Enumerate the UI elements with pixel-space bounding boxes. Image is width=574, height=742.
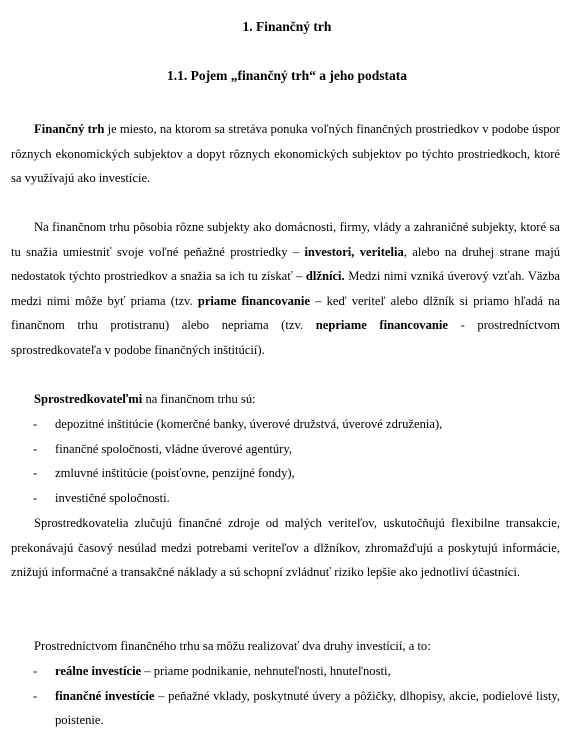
list-item <box>11 659 560 684</box>
term-realne-investicie: reálne investície <box>55 664 142 678</box>
list-dash: - <box>33 441 38 456</box>
list-item <box>11 437 560 462</box>
intermediaries-lead <box>34 387 256 412</box>
term-sprostredkovatelia: Sprostredkovateľmi <box>34 392 143 406</box>
list-item <box>11 486 560 511</box>
lead-text: na finančnom trhu sú: <box>142 392 256 406</box>
paragraph-text: - prostredníctvom sprostredkovateľa v podobe finančných inštitúcií). <box>11 318 560 357</box>
paragraph-text: , alebo na druhej strane majú nedostatok týchto prostriedkov a snažia sa ich tu získať – <box>11 244 560 284</box>
list-item <box>11 412 560 437</box>
term-investori: investori, veritelia <box>304 244 404 259</box>
paragraph-text: Medzi nimi vzniká úverový vzťah. Väzba medzi nimi môže byť priama (tzv. <box>11 269 560 308</box>
list-item-text: – peňažné vklady, poskytnuté úvery a pôžičky, dlhopisy, akcie, podielové listy, poistenie. <box>55 688 560 728</box>
list-dash: - <box>33 417 38 431</box>
term-priame-financovanie: priame financovanie <box>197 293 311 308</box>
section-heading: 1.1. Pojem „finančný trh“ a jeho podstata <box>167 68 407 83</box>
list-dash: - <box>33 490 38 505</box>
paragraph-intermediaries-role: Sprostredkovatelia zlučujú finančné zdroje od malých veriteľov, uskutočňujú flexibilne transakcie, prekonávajú časový nesúlad medzi potrebami veriteľov a dlžníkov, zhromažďujú a poskytujú informácie, znižujú informačné a transakčné náklady a sú schopní zvládnuť riziko lepšie ako jednotliví účastníci. <box>11 516 560 580</box>
term-nepriame-financovanie: nepriame financovanie <box>315 318 448 333</box>
paragraph-subjects <box>11 215 560 363</box>
investments-list <box>11 659 560 733</box>
list-dash: - <box>33 466 38 481</box>
list-item-text: depozitné inštitúcie (komerčné banky, úverové družstvá, úverové združenia), <box>55 417 443 431</box>
list-item <box>11 684 560 733</box>
paragraph-text: Na finančnom trhu pôsobia rôzne subjekty ako domácnosti, firmy, vlády a zahraničné subjekty, ktoré sa tu snažia umiestniť svoje voľné peňažné prostriedky – <box>11 220 560 259</box>
list-item-text: investičné spoločnosti. <box>55 490 170 505</box>
list-dash: - <box>33 688 38 703</box>
list-item-text: – priame podnikanie, nehnuteľnosti, hnuteľnosti, <box>141 664 391 678</box>
list-item <box>11 461 560 486</box>
paragraph-investments: Prostredníctvom finančného trhu sa môžu realizovať dva druhy investícií, a to: <box>34 639 431 653</box>
term-financne-investicie: finančné investície <box>55 688 155 703</box>
list-dash: - <box>33 664 38 678</box>
term-dlznici: dlžníci. <box>305 269 345 284</box>
chapter-heading: 1. Finančný trh <box>242 19 332 34</box>
paragraph-text: – keď veriteľ alebo dlžník si priamo hľadá na finančnom trhu protistranu) alebo nepriama (tzv. <box>11 293 560 333</box>
list-item-text: finančné spoločnosti, vládne úverové agentúry, <box>55 441 292 456</box>
paragraph-definition <box>11 117 560 191</box>
list-item-text: zmluvné inštitúcie (poisťovne, penzijné fondy), <box>55 466 295 481</box>
paragraph-text: je miesto, na ktorom sa stretáva ponuka voľných finančných prostriedkov v podobe úspor rôznych ekonomických subjektov a dopyt rôznych ekonomických subjektov po týchto prostriedkoch, ktoré sa využívajú ako investície. <box>11 122 561 186</box>
intermediaries-list <box>11 412 560 510</box>
term-financny-trh: Finančný trh <box>34 122 105 136</box>
